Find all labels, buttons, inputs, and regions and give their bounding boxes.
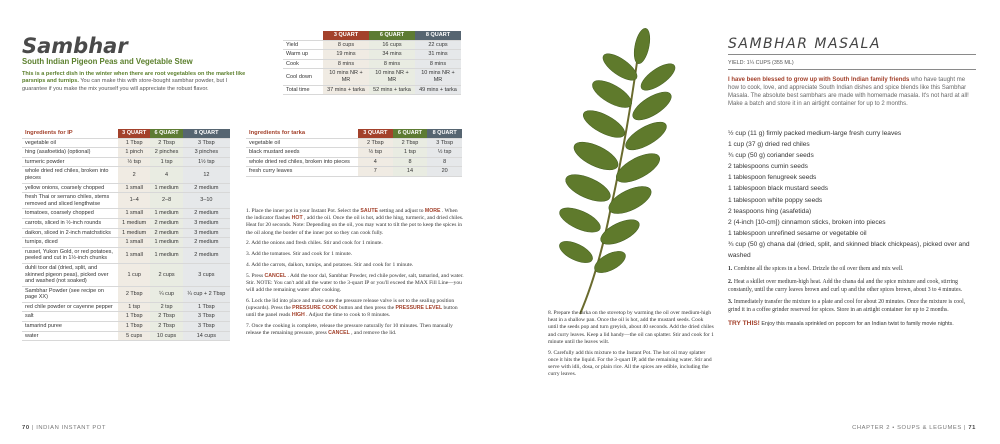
step-text: . When the indicator flashes [246, 208, 458, 222]
table-header-row [283, 31, 461, 40]
step-text: . Add the toor dal, Sambhar Powder, red chile powder, salt, tamarind, and water. Stir. NOTE: You can't add all the water to the 3-quart IP or you'll exceed the MAX Fill Line—you will add the remaining water after cooking. [246, 272, 464, 294]
page-number-right: 71 [968, 425, 976, 431]
table-row [246, 157, 462, 167]
table-row [22, 183, 230, 193]
table-cell: 10 mins NR + MR [369, 69, 415, 85]
row-label: turmeric powder [22, 157, 118, 167]
table-row [246, 148, 462, 158]
table-cell: ½ tsp [118, 157, 150, 167]
ingredient-item: 2 (4-inch [10-cm]) cinnamon sticks, broken into pieces [728, 218, 886, 226]
row-label: whole dried red chiles, broken into pieces [22, 167, 118, 183]
table-cell: 37 mins + tarka [323, 85, 369, 95]
step-text: 3. [246, 251, 251, 258]
row-label: tamarind puree [22, 322, 118, 332]
button-keyword: PRESSURE LEVEL [395, 305, 443, 312]
step-text: 2. [246, 240, 251, 247]
column-header: 6 QUART [393, 129, 428, 138]
table-cell: 19 mins [323, 50, 369, 60]
instruction-step [728, 279, 973, 295]
table-row [22, 193, 230, 209]
button-keyword: SAUTE [360, 208, 379, 214]
ingredient-item: 1 tablespoon fenugreek seeds [728, 174, 817, 182]
book-title: INDIAN INSTANT POT [36, 425, 107, 431]
table-row [22, 302, 230, 312]
step-text: 6. [246, 298, 251, 304]
masala-title: SAMBHAR MASALA [728, 36, 881, 52]
button-keyword: PRESSURE COOK [292, 305, 338, 312]
row-label: Total time [283, 85, 323, 95]
row-label: fresh curry leaves [246, 167, 358, 177]
instruction-step [246, 323, 464, 337]
masala-intro-rest: who have taught me how to cook, love, and appreciate South Indian dishes and spice blends like this Sambhar Masala. The absolute best sambhars are made with homemade masala. It's not hard at all! Make a batch and store it in an airtight container for up to 2 months. [728, 77, 969, 107]
step-number: 2. [728, 278, 733, 285]
row-label: russet, Yukon Gold, or red potatoes, peeled and cut in 1½-inch chunks [22, 247, 118, 263]
table-cell: 1½ tsp [183, 157, 230, 167]
table-row [283, 40, 461, 50]
table-cell: 2 Tbsp [358, 138, 393, 148]
table-cell: 1 medium [118, 228, 150, 238]
table-row [22, 228, 230, 238]
column-header: 3 QUART [118, 129, 150, 138]
table-cell: 1 Tbsp [118, 322, 150, 332]
page-number: 70 [22, 425, 30, 431]
table-cell: 49 mins + tarka [415, 85, 461, 95]
instruction-step [246, 208, 464, 237]
table-cell: 2 [118, 167, 150, 183]
recipe-title: Sambhar [22, 34, 128, 58]
ingredient-item: ¾ cup (50 g) chana dal (dried, split, and skinned black chickpeas), picked over and washed [728, 240, 970, 260]
step-text: , and remove the lid. [351, 330, 397, 337]
table-cell: 8 [427, 157, 462, 167]
step-text: button and then press the [339, 305, 395, 312]
table-cell: 1 small [118, 247, 150, 263]
ingredient-item: 1 tablespoon black mustard seeds [728, 185, 829, 193]
table-row [283, 50, 461, 60]
table-cell: 1 tsp [150, 157, 182, 167]
row-label: Warm up [283, 50, 323, 60]
step-text: 7. [246, 323, 251, 330]
masala-yield: YIELD: 1¼ CUPS (355 ML) [728, 60, 794, 66]
table-cell: 7 [358, 167, 393, 177]
masala-ingredients [728, 128, 973, 261]
table-row [246, 167, 462, 177]
step-text: Heat a skillet over medium-high heat. Add the chana dal and the spice mixture and cook, stirring constantly, until the curry leaves brown and curl up and the other spices brown, about 3 to 4 minutes. [728, 278, 963, 293]
table-cell: 2 Tbsp [150, 138, 182, 148]
table-cell: 2 medium [183, 183, 230, 193]
table-cell: 3 pinches [183, 148, 230, 158]
ingredients-table [22, 129, 230, 341]
table-cell: 16 cups [369, 40, 415, 50]
masala-instructions [728, 266, 973, 334]
title-rule-top [728, 54, 976, 55]
yield-table [283, 31, 461, 95]
recipe-intro [22, 71, 252, 93]
table-row [22, 138, 230, 148]
table-cell: 1 tsp [393, 148, 428, 158]
row-label: Cook [283, 59, 323, 69]
table-cell: 2 medium [150, 228, 182, 238]
curry-leaf-sprig-image [520, 22, 700, 322]
step-text: Carefully add this mixture to the Instant Pot. The hot oil may splatter once it hits the liquid. For the 3-quart IP, add the remaining water. Stir and serve with idli, dosa, or plain rice. All the spices are edible, including the curry leaves. [548, 349, 712, 378]
instruction-step [246, 240, 464, 247]
table-cell: 10 mins NR + MR [415, 69, 461, 85]
row-label: tomatoes, coarsely chopped [22, 209, 118, 219]
instruction-step [728, 299, 973, 315]
table-cell: 3 Tbsp [183, 322, 230, 332]
step-text: Add the carrots, daikon, turnips, and potatoes. Stir and cook for 1 minute. [251, 262, 414, 268]
row-label: hing (asafoetida) (optional) [22, 148, 118, 158]
table-cell: 31 mins [415, 50, 461, 60]
table-cell: 2–8 [150, 193, 182, 209]
table-row [246, 138, 462, 148]
table-cell: 20 [427, 167, 462, 177]
table-row [22, 148, 230, 158]
table-row [22, 209, 230, 219]
ingredient-item: ¾ cup (50 g) coriander seeds [728, 152, 814, 160]
table-cell: 1 medium [150, 209, 182, 219]
table-cell: 14 cups [183, 331, 230, 341]
ingredient-item: 1 cup (37 g) dried red chiles [728, 141, 810, 149]
table-row [22, 157, 230, 167]
table-cell: ½ tsp [358, 148, 393, 158]
table-cell: 2 medium [183, 209, 230, 219]
table-cell: 3 Tbsp [183, 312, 230, 322]
table-cell: 3 medium [183, 218, 230, 228]
tip-text: Enjoy this masala sprinkled on popcorn for an Indian twist to family movie nights. [761, 320, 954, 327]
table-cell: 2 medium [150, 218, 182, 228]
row-label: yellow onions, coarsely chopped [22, 183, 118, 193]
step-text: Press [251, 272, 264, 279]
intro-bold: This is a perfect dish in the winter when there are root vegetables on the market like parsnips and turnips. [22, 71, 246, 85]
step-text: Add the onions and fresh chiles. Stir and cook for 1 minute. [251, 240, 383, 247]
table-cell: ½ tsp [427, 148, 462, 158]
row-label: whole dried red chiles, broken into pieces [246, 157, 358, 167]
table-cell: 2 medium [183, 238, 230, 248]
tarka-table [246, 129, 462, 177]
page-footer-right: CHAPTER 2 • SOUPS & LEGUMES | 71 [852, 425, 976, 431]
table-row [22, 322, 230, 332]
instruction-step [246, 262, 464, 269]
column-header: 6 QUART [369, 31, 415, 40]
row-label: vegetable oil [22, 138, 118, 148]
row-label: fresh Thai or serrano chiles, stems removed and sliced lengthwise [22, 193, 118, 209]
column-header: 6 QUART [150, 129, 182, 138]
table-cell: 2 pinches [150, 148, 182, 158]
table-cell: 8 mins [323, 59, 369, 69]
table-row [283, 69, 461, 85]
table-row [22, 263, 230, 286]
table-cell: 34 mins [369, 50, 415, 60]
step-text: 1. [246, 208, 251, 214]
table-cell: 10 cups [150, 331, 182, 341]
column-header: 3 QUART [323, 31, 369, 40]
table-cell: 1 Tbsp [118, 312, 150, 322]
row-label: turnips, diced [22, 238, 118, 248]
tip [728, 320, 973, 329]
row-label: Cool down [283, 69, 323, 85]
column-header: 8 QUART [415, 31, 461, 40]
table-cell: 1 small [118, 209, 150, 219]
ingredient-item: 1 tablespoon white poppy seeds [728, 196, 823, 204]
table-cell: 2 Tbsp [118, 286, 150, 302]
table-cell: 1 medium [150, 247, 182, 263]
table-cell: 1 cup [118, 263, 150, 286]
ingredient-item: 1 tablespoon unrefined sesame or vegetable oil [728, 229, 867, 237]
table-cell: 5 cups [118, 331, 150, 341]
table-row [283, 59, 461, 69]
ingredient-item: ½ cup (11 g) firmly packed medium-large fresh curry leaves [728, 130, 902, 137]
table-cell: 1 small [118, 183, 150, 193]
row-label: daikon, sliced in 2-inch matchsticks [22, 228, 118, 238]
table-cell: 3 Tbsp [427, 138, 462, 148]
chapter-label: CHAPTER 2 • SOUPS & LEGUMES [852, 425, 962, 431]
table-row [22, 247, 230, 263]
table-cell: 3 medium [183, 228, 230, 238]
table-cell: 2 medium [183, 247, 230, 263]
table-row [22, 218, 230, 228]
step-number: 3. [728, 299, 733, 306]
instruction-step [548, 350, 714, 379]
table-cell: 1–4 [118, 193, 150, 209]
instruction-step [246, 273, 464, 295]
step-text: 5. [246, 272, 251, 279]
ingredient-item: 2 tablespoons cumin seeds [728, 163, 808, 171]
table-cell: 3–10 [183, 193, 230, 209]
row-label: Sambhar Powder (see recipe on page XX) [22, 286, 118, 302]
page-footer-left: 70 | INDIAN INSTANT POT [22, 425, 107, 431]
step-text: setting and adjust to [379, 208, 424, 214]
row-label: red chile powder or cayenne pepper [22, 302, 118, 312]
step-text: button until the panel reads [246, 305, 458, 319]
step-text: , add the oil. Once the oil is hot, add the hing, turmeric, and dried chiles. Heat for 20 seconds. Note: Depending on the oil, you may want to tilt the pot to keep the spices in the oil along the border of the inner pot so they can cook fully. [246, 215, 464, 236]
instructions-list [246, 208, 464, 341]
table-row [22, 331, 230, 341]
button-keyword: HIGH [291, 312, 305, 319]
column-header: 8 QUART [183, 129, 230, 138]
table-cell: 1 Tbsp [183, 302, 230, 312]
step-text: Place the inner pot in your Instant Pot. Select the [251, 208, 360, 214]
table-row [22, 238, 230, 248]
masala-intro [728, 76, 973, 108]
table-header-row [246, 129, 462, 138]
button-keyword: HOT [291, 215, 303, 222]
table-cell: 1 small [118, 238, 150, 248]
column-header: 8 QUART [427, 129, 462, 138]
instructions-continued [548, 310, 714, 382]
table-cell: 1 Tbsp [118, 138, 150, 148]
table-heading: Ingredients for tarka [246, 129, 358, 138]
row-label: water [22, 331, 118, 341]
row-label: carrots, sliced in ½-inch rounds [22, 218, 118, 228]
step-text: Add the tomatoes. Stir and cook for 1 minute. [251, 251, 353, 258]
table-cell: 1 medium [150, 238, 182, 248]
button-keyword: CANCEL [264, 272, 287, 279]
table-header-row [22, 129, 230, 138]
table-cell: 2 Tbsp [150, 322, 182, 332]
table-cell: 1 medium [150, 183, 182, 193]
table-cell: 4 [150, 167, 182, 183]
button-keyword: MORE [424, 208, 441, 214]
step-text: Prepare the tarka on the stovetop by warming the oil over medium-high heat in a shallow pan. Once the oil is hot, add the mustard seeds. Cook until the seeds pop and turn greyish, about 40 seconds. Add the dried chiles and curry leaves. Keep a lid handy—the oil can splatter. Stir and cook for 1 minute until the leaves wilt. [548, 310, 714, 345]
table-cell: 22 cups [415, 40, 461, 50]
step-text: . Adjust the time to cook to 8 minutes. [306, 312, 391, 319]
ingredient-item: 2 teaspoons hing (asafetida) [728, 207, 812, 215]
table-heading [283, 31, 323, 40]
table-row [22, 286, 230, 302]
step-number: 8. [548, 310, 553, 316]
table-cell: 4 [358, 157, 393, 167]
step-number: 1. [728, 266, 733, 272]
row-label: salt [22, 312, 118, 322]
table-cell: 10 mins NR + MR [323, 69, 369, 85]
table-cell: 2 Tbsp [150, 312, 182, 322]
row-label: duhli toor dal (dried, split, and skinned pigeon peas), picked over and washed (not soaked) [22, 263, 118, 286]
table-cell: 3 cups [183, 263, 230, 286]
instruction-step [728, 266, 973, 274]
instruction-step [246, 298, 464, 320]
table-cell: 14 [393, 167, 428, 177]
instruction-step [548, 310, 714, 346]
table-cell: ¼ cup + 2 Tbsp [183, 286, 230, 302]
instruction-step [246, 251, 464, 258]
row-label: vegetable oil [246, 138, 358, 148]
row-label: Yield [283, 40, 323, 50]
table-row [22, 167, 230, 183]
table-cell: 12 [183, 167, 230, 183]
step-text: Combine all the spices in a bowl. Drizzle the oil over them and mix well. [733, 266, 904, 272]
step-text: Once the cooking is complete, release the pressure naturally for 10 minutes. Then manually release the remaining pressure, press [246, 323, 453, 337]
row-label: black mustard seeds [246, 148, 358, 158]
table-cell: 2 cups [150, 263, 182, 286]
table-cell: 1 medium [118, 218, 150, 228]
masala-intro-bold: I have been blessed to grow up with South Indian family friends [728, 77, 910, 83]
table-row [22, 312, 230, 322]
column-header: 3 QUART [358, 129, 393, 138]
recipe-subtitle: South Indian Pigeon Peas and Vegetable Stew [22, 57, 193, 66]
table-cell: 2 Tbsp [393, 138, 428, 148]
step-text: 4. [246, 262, 251, 268]
table-row [283, 85, 461, 95]
button-keyword: CANCEL [328, 330, 350, 337]
table-cell: 8 [393, 157, 428, 167]
tip-label: TRY THIS! [728, 319, 760, 327]
table-cell: ¼ cup [150, 286, 182, 302]
intro-rest: You can make this with store-bought sambhar powder, but I guarantee if you make the mix yourself you will appreciate the robust flavor. [22, 78, 228, 92]
table-cell: 1 tsp [118, 302, 150, 312]
table-cell: 1 pinch [118, 148, 150, 158]
table-cell: 8 mins [415, 59, 461, 69]
table-cell: 52 mins + tarka [369, 85, 415, 95]
table-cell: 3 Tbsp [183, 138, 230, 148]
step-text: Lock the lid into place and make sure the pressure release valve is set to the sealing position (upwards). Press the [246, 298, 455, 312]
table-cell: 2 tsp [150, 302, 182, 312]
title-rule-bottom [728, 69, 976, 70]
table-cell: 8 cups [323, 40, 369, 50]
step-number: 9. [548, 349, 553, 356]
table-cell: 8 mins [369, 59, 415, 69]
step-text: Immediately transfer the mixture to a plate and cool for about 20 minutes. Once the mixture is cool, grind it in a coffee grinder reserved for spices. Store in an airtight container for up to 2 months. [728, 299, 966, 314]
table-heading: Ingredients for IP [22, 129, 118, 138]
